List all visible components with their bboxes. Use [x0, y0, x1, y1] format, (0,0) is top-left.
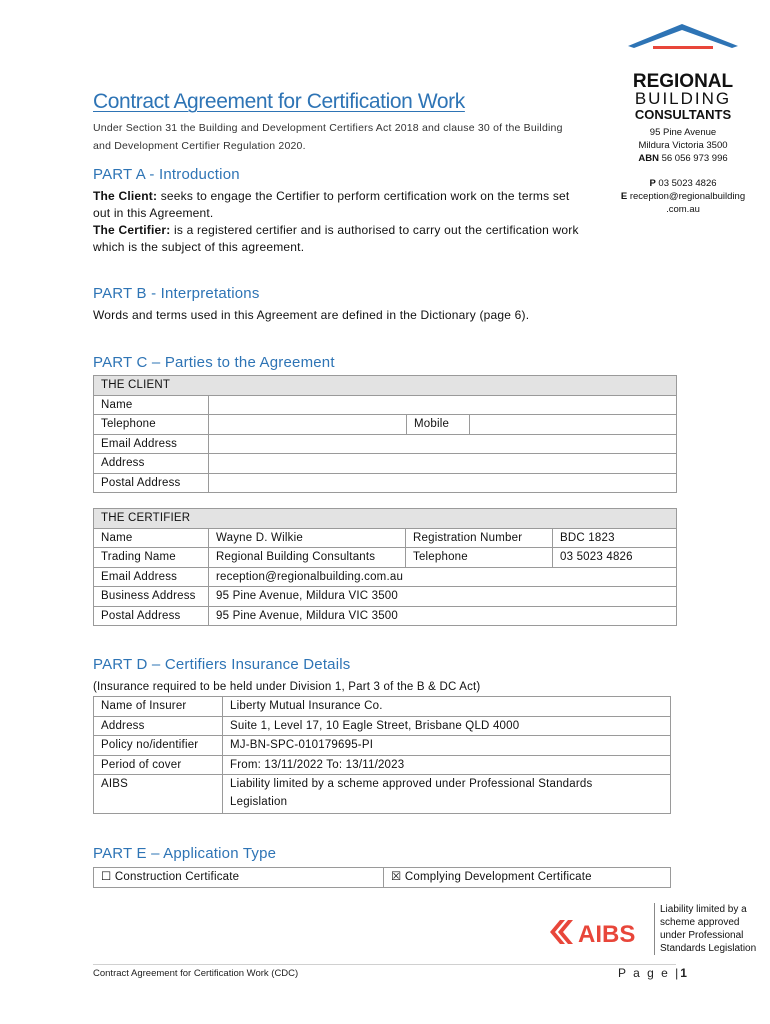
insurance-table: [93, 696, 671, 814]
certifier-email-label: Email Address: [94, 567, 209, 587]
certifier-trading-label: Trading Name: [94, 548, 209, 568]
policy-value: MJ-BN-SPC-010179695-PI: [223, 736, 671, 756]
client-mobile-field[interactable]: [470, 415, 677, 435]
certifier-business-label: Business Address: [94, 587, 209, 607]
insurer-address-label: Address: [94, 716, 223, 736]
part-a-text: The Client: seeks to engage the Certifier to perform certification work on the terms set out in this Agreement. The Certifier: is a registered certifier and is authorised to carry out the certification work which is the subject of this agreement.: [93, 189, 579, 254]
company-logo: [608, 22, 758, 125]
company-contact: P 03 5023 4826 E reception@regionalbuilding .com.au: [620, 178, 746, 215]
part-d-heading: PART D – Certifiers Insurance Details: [93, 656, 351, 673]
client-postal-field[interactable]: [209, 473, 677, 493]
client-telephone-field[interactable]: [209, 415, 407, 435]
client-address-field[interactable]: [209, 454, 677, 474]
client-table-title: THE CLIENT: [94, 376, 677, 396]
client-name-field[interactable]: [209, 395, 677, 415]
page-number: P a g e |1: [618, 966, 687, 980]
footer-divider: [93, 964, 676, 965]
certifier-email: reception@regionalbuilding.com.au: [209, 567, 677, 587]
roof-logo-icon: [608, 22, 758, 120]
aibs-label: AIBS: [94, 775, 223, 814]
page-title: Contract Agreement for Certification Work: [93, 90, 465, 113]
application-type-table: [93, 867, 671, 888]
client-name-label: Name: [94, 395, 209, 415]
certifier-table-title: THE CERTIFIER: [94, 509, 677, 529]
insurer-value: Liberty Mutual Insurance Co.: [223, 697, 671, 717]
certifier-postal-label: Postal Address: [94, 606, 209, 626]
part-b-heading: PART B - Interpretations: [93, 285, 260, 302]
client-table: [93, 375, 677, 493]
client-email-label: Email Address: [94, 434, 209, 454]
certifier-reg-label: Registration Number: [406, 528, 553, 548]
logo-line1: REGIONAL: [632, 71, 734, 92]
part-c-heading: PART C – Parties to the Agreement: [93, 354, 335, 371]
certifier-business: 95 Pine Avenue, Mildura VIC 3500: [209, 587, 677, 607]
period-value: From: 13/11/2022 To: 13/11/2023: [223, 755, 671, 775]
certifier-postal: 95 Pine Avenue, Mildura VIC 3500: [209, 606, 677, 626]
client-mobile-label: Mobile: [407, 415, 470, 435]
aibs-logo: [548, 914, 650, 955]
logo-line3: CONSULTANTS: [634, 107, 732, 120]
insurer-label: Name of Insurer: [94, 697, 223, 717]
construction-certificate-option[interactable]: ☐ Construction Certificate: [94, 868, 384, 888]
certifier-trading: Regional Building Consultants: [209, 548, 406, 568]
certifier-name-label: Name: [94, 528, 209, 548]
certifier-tel-label: Telephone: [406, 548, 553, 568]
logo-line2: BUILDING: [634, 89, 732, 108]
aibs-liability-note: Liability limited by a scheme approved under Professional Standards Legislation: [654, 903, 768, 955]
checkbox-unchecked-icon[interactable]: ☐: [101, 871, 112, 883]
complying-development-option[interactable]: ☒ Complying Development Certificate: [384, 868, 671, 888]
part-b-text: Words and terms used in this Agreement are defined in the Dictionary (page 6).: [93, 308, 530, 322]
certifier-name: Wayne D. Wilkie: [209, 528, 406, 548]
email-link[interactable]: reception@regionalbuilding: [629, 191, 746, 202]
client-email-field[interactable]: [209, 434, 677, 454]
period-label: Period of cover: [94, 755, 223, 775]
certifier-tel: 03 5023 4826: [553, 548, 677, 568]
insurer-address-value: Suite 1, Level 17, 10 Eagle Street, Brisbane QLD 4000: [223, 716, 671, 736]
client-postal-label: Postal Address: [94, 473, 209, 493]
company-address: 95 Pine Avenue Mildura Victoria 3500 ABN 56 056 973 996: [638, 127, 728, 164]
part-a-heading: PART A - Introduction: [93, 166, 240, 183]
part-d-note: (Insurance required to be held under Division 1, Part 3 of the B & DC Act): [93, 681, 481, 693]
client-telephone-label: Telephone: [94, 415, 209, 435]
footer-title: Contract Agreement for Certification Work (CDC): [93, 968, 299, 979]
certifier-table: [93, 508, 677, 626]
aibs-value: Liability limited by a scheme approved under Professional Standards Legislation: [223, 775, 671, 814]
svg-text:AIBS: AIBS: [578, 921, 636, 948]
policy-label: Policy no/identifier: [94, 736, 223, 756]
certifier-reg: BDC 1823: [553, 528, 677, 548]
checkbox-checked-icon[interactable]: ☒: [391, 871, 402, 883]
subtitle: Under Section 31 the Building and Development Certifiers Act 2018 and clause 30 of the Building and Development Certifier Regulation 2020.: [93, 122, 563, 152]
aibs-logo-icon: [548, 914, 650, 950]
client-address-label: Address: [94, 454, 209, 474]
part-e-heading: PART E – Application Type: [93, 845, 277, 862]
